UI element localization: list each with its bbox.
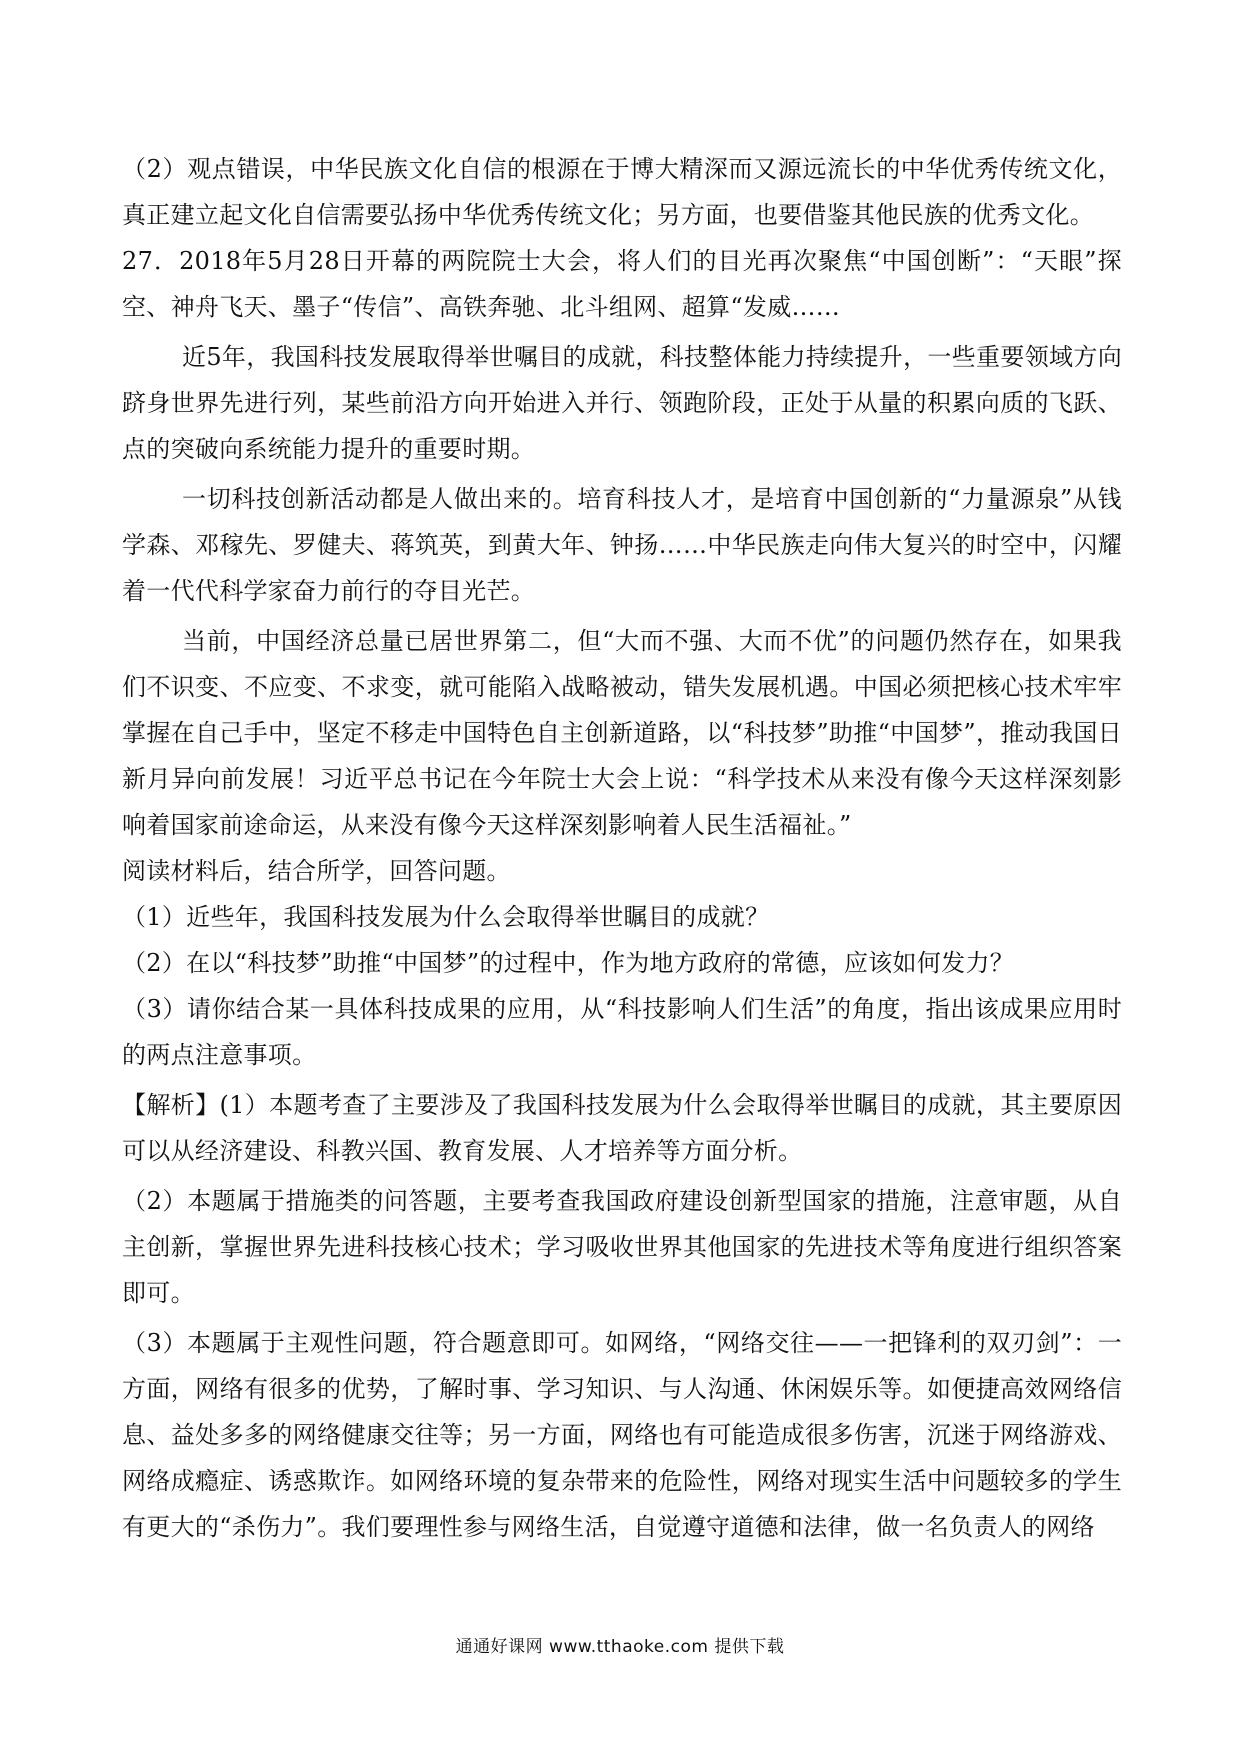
material-paragraph: 一切科技创新活动都是人做出来的。培育科技人才，是培育中国创新的“力量源泉”从钱学森、邓稼先、罗健夫、蒋筑英，到黄大年、钟扬……中华民族走向伟大复兴的时空中，闪耀着一代代科学家奋力前行的夺目光芒。 (122, 485, 1122, 605)
question-27-intro: 27．2018年5月28日开幕的两院院士大会，将人们的目光再次聚焦“中国创断”：“天眼”探空、神舟飞天、墨子“传信”、高铁奔驰、北斗组网、超算“发威…… (122, 247, 1122, 321)
question-item: （1）近些年，我国科技发展为什么会取得举世瞩目的成就？ (122, 903, 770, 931)
page-footer: 通通好课网 www.tthaoke.com 提供下载 (455, 1637, 785, 1657)
material-paragraph: 当前，中国经济总量已居世界第二，但“大而不强、大而不优”的问题仍然存在，如果我们不识变、不应变、不求变，就可能陷入战略被动，错失发展机遇。中国必须把核心技术牢牢掌握在自己手中，坚定不移走中国特色自主创新道路，以“科技梦”助推“中国梦”，推动我国日新月异向前发展！习近平总书记在今年院士大会上说：“科学技术从来没有像今天这样深刻影响着国家前途命运，从来没有像今天这样深刻影响着人民生活福祉。” (122, 627, 1122, 839)
question-instruction: 阅读材料后，结合所学，回答问题。 (122, 857, 511, 885)
document-body (122, 146, 1122, 1550)
analysis-paragraph: 【解析】(1）本题考查了主要涉及了我国科技发展为什么会取得举世瞩目的成就，其主要原因可以从经济建设、科教兴国、教育发展、人才培养等方面分析。 (122, 1091, 1122, 1165)
material-paragraph: 近5年，我国科技发展取得举世嘱目的成就，科技整体能力持续提升，一些重要领域方向跻身世界先进行列，某些前沿方向开始进入并行、领跑阶段，正处于从量的积累向质的飞跃、点的突破向系统能力提升的重要时期。 (122, 343, 1122, 463)
analysis-paragraph: （3）本题属于主观性问题，符合题意即可。如网络，“网络交往——一把锋利的双刃剑”：一方面，网络有很多的优势，了解时事、学习知识、与人沟通、休闲娱乐等。如便捷高效网络信息、益处多多的网络健康交往等；另一方面，网络也有可能造成很多伤害，沉迷于网络游戏、网络成瘾症、诱惑欺诈。如网络环境的复杂带来的危险性，网络对现实生活中问题较多的学生有更大的“杀伤力”。我们要理性参与网络生活，自觉遵守道德和法律，做一名负责人的网络 (122, 1329, 1122, 1541)
answer-paragraph: （2）观点错误，中华民族文化自信的根源在于博大精深而又源远流长的中华优秀传统文化，真正建立起文化自信需要弘扬中华优秀传统文化；另方面，也要借鉴其他民族的优秀文化。 (122, 155, 1122, 229)
analysis-paragraph: （2）本题属于措施类的问答题，主要考查我国政府建设创新型国家的措施，注意审题，从自主创新，掌握世界先进科技核心技术；学习吸收世界其他国家的先进技术等角度进行组织答案即可。 (122, 1187, 1122, 1307)
question-item: （2）在以“科技梦”助推“中国梦”的过程中，作为地方政府的常德，应该如何发力？ (122, 949, 1015, 977)
question-item: （3）请你结合某一具体科技成果的应用，从“科技影响人们生活”的角度，指出该成果应用时的两点注意事项。 (122, 995, 1122, 1069)
